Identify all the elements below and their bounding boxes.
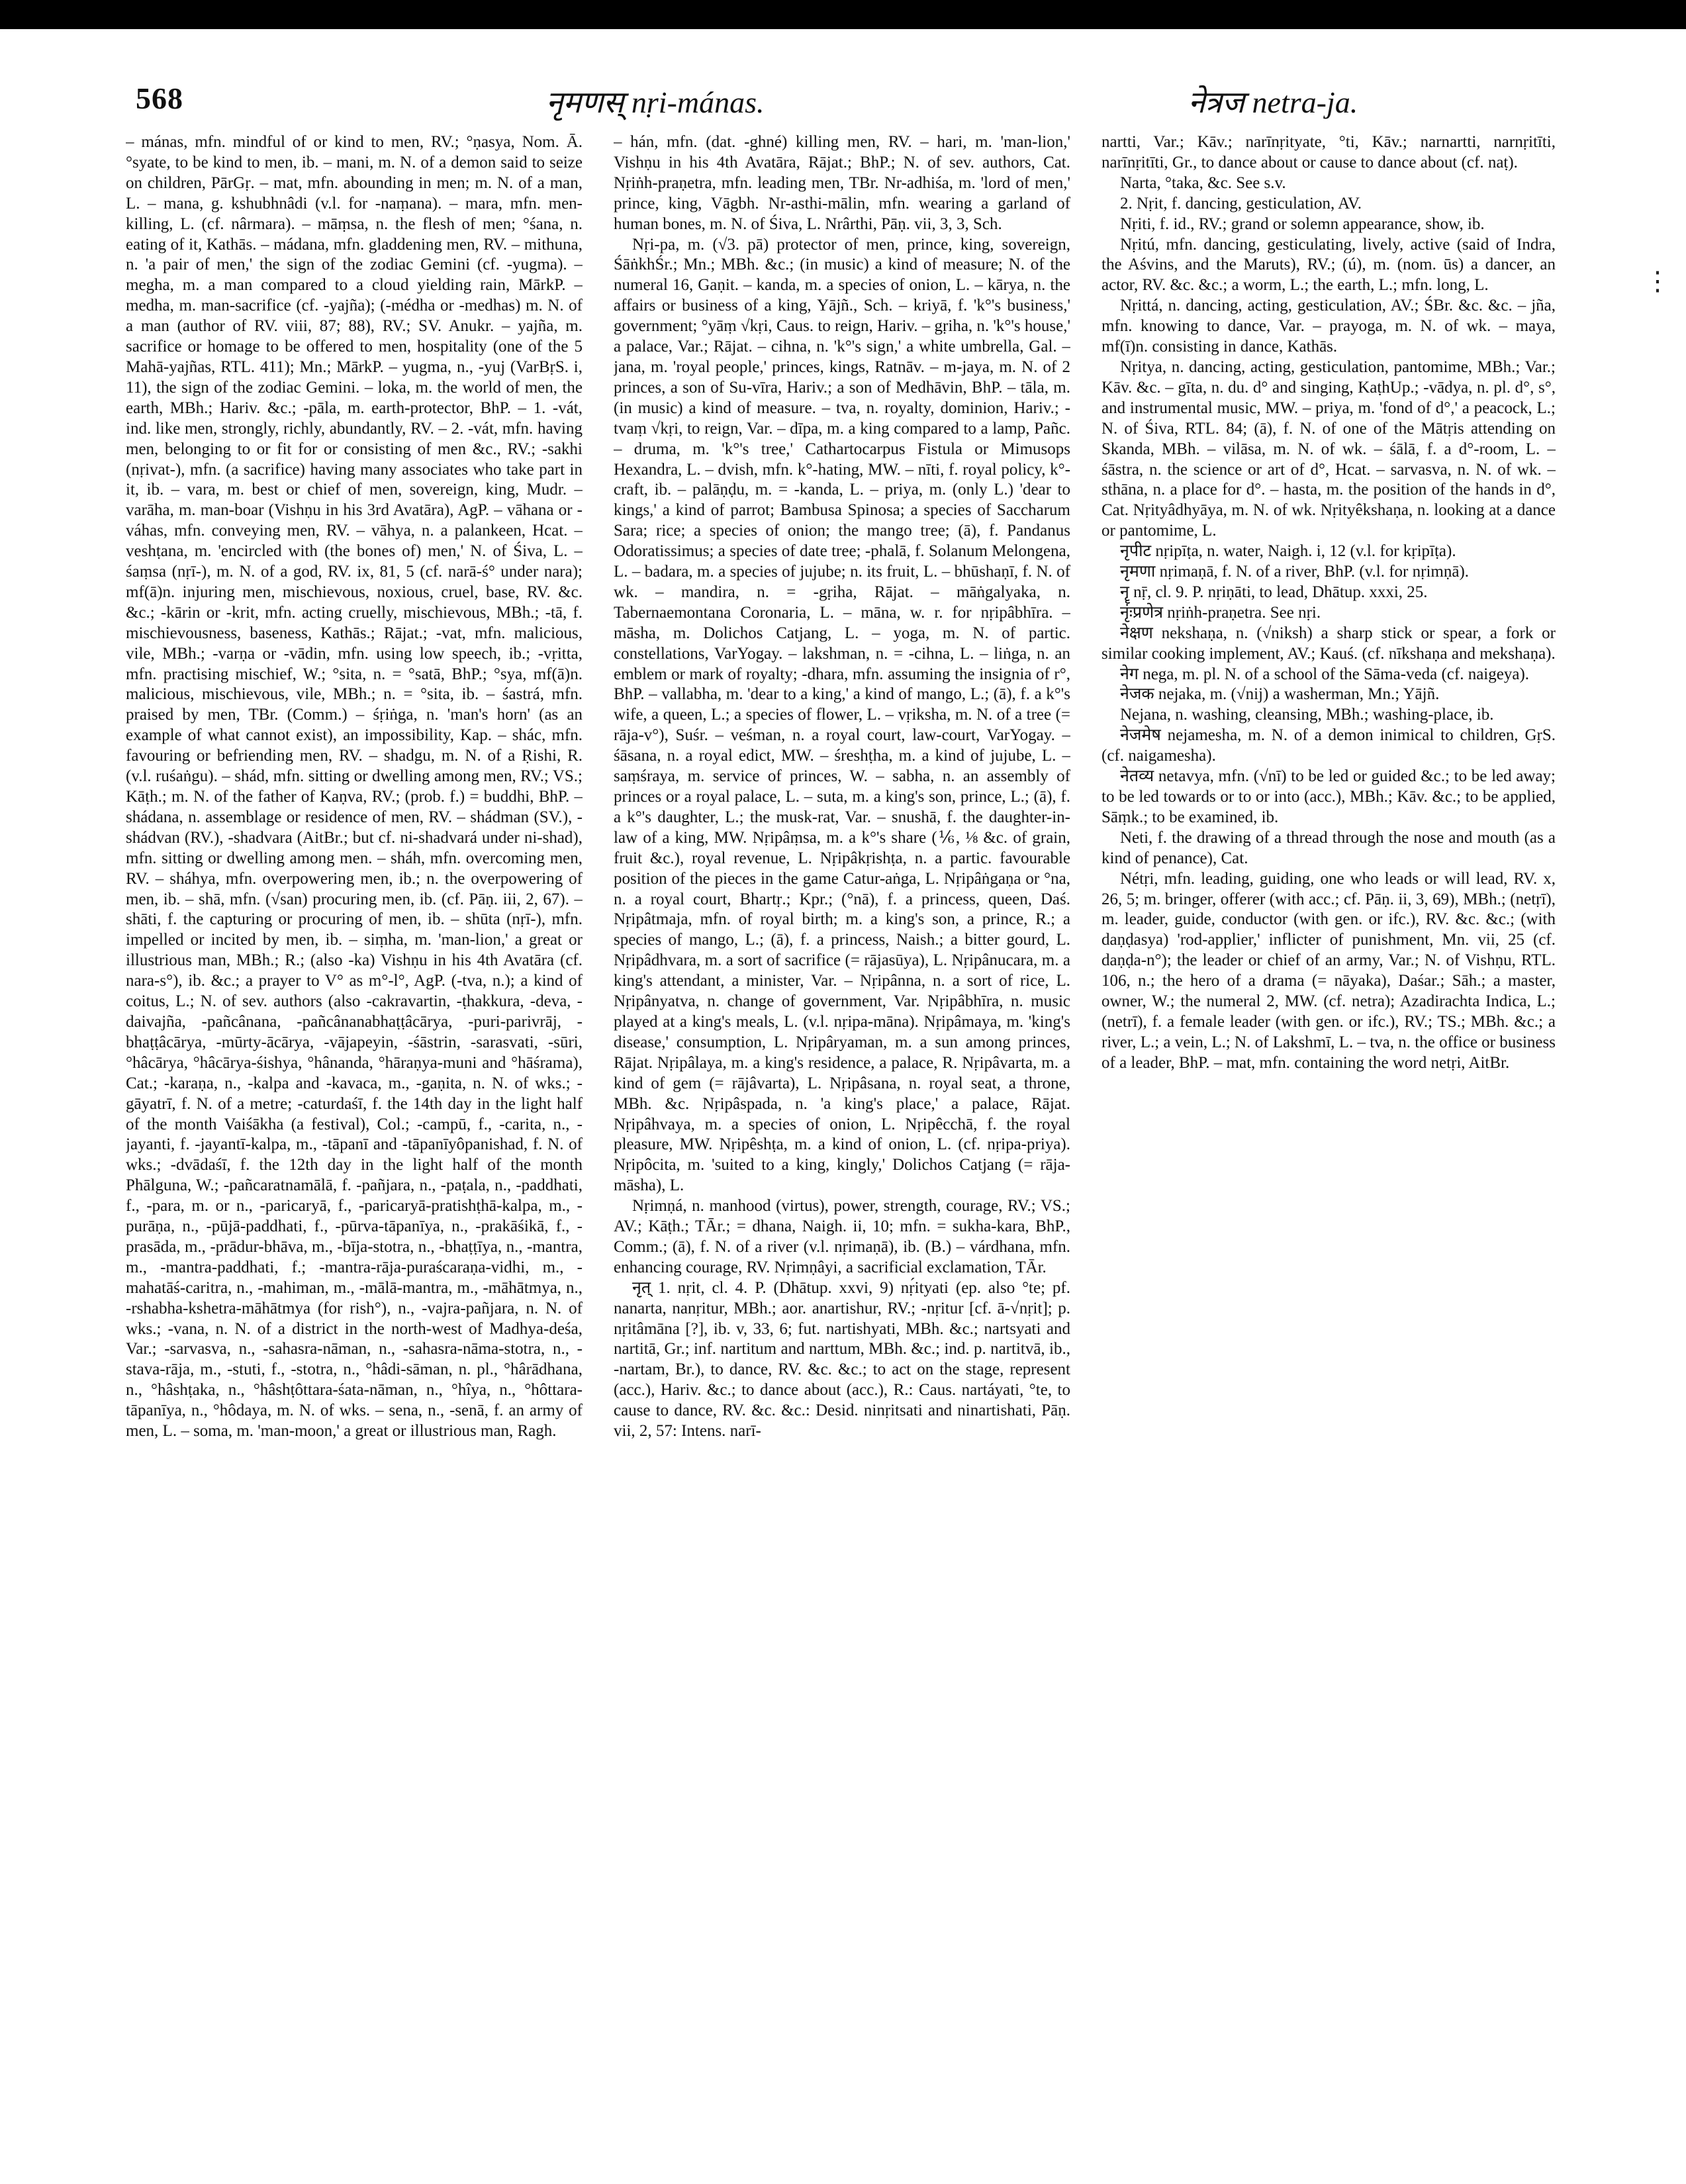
column-1 [126,132,583,2158]
margin-mark-icon: ⋮ [1644,266,1671,296]
page-header [136,81,1556,120]
right-running-headword: नेत्रज netra-ja. [1188,85,1358,119]
column-3 [1101,132,1556,2158]
entry-block: Nṛittá, n. dancing, acting, gesticulation, AV.; ŚBr. &c. &c. – jña, mfn. knowing to dance, Var. – prayoga, m. N. of wk. – maya, mf(ī)n. consisting in dance, Kathās. [1101,297,1556,356]
entry-block: nartti, Var.; Kāv.; narīnṛityate, °ti, Kāv.; narnartti, narnṛitīti, narīnṛitīti, Gr., to dance about or cause to dance about (cf. naṭ). [1101,133,1556,171]
entry-block: Nṛitú, mfn. dancing, gesticulating, lively, active (said of Indra, the Aśvins, and the Maruts), RV.; (ú), m. (nom. ūs) a dancer, an actor, RV. &c. &c.; a worm, L.; the earth, L.; mfn. long, L. [1101,235,1556,295]
entry-block: Narta, °taka, &c. See s.v. [1120,173,1286,192]
entry-block: नेग nega, m. pl. N. of a school of the Sāma-veda (cf. naigeya). [1120,665,1530,683]
entry-block: Nṛitya, n. dancing, acting, gesticulation, pantomime, MBh.; Var.; Kāv. &c. – gīta, n. du. d° and singing, KaṭhUp.; -vādya, n. pl. d°, s°, and instrumental music, MW. – priya, m. 'fond of d°,' a peacock, L.; N. of Śiva, RTL. 84; (ā), f. N. of one of the Mātṛis attending on Skanda, MBh. – vilāsa, m. N. of wk. – śālā, f. a d°-room, L. – śāstra, n. the science or art of d°, Hcat. – sarvasva, n. N. of wk. – sthāna, n. a place for d°. – hasta, m. the position of the hands in d°, Cat. Nṛityâdhyāya, m. N. of wk. Nṛityêkshaṇa, n. looking at a dance or pantomime, L. [1101,357,1556,540]
entry-block: Nétṛi, mfn. leading, guiding, one who leads or will lead, RV. x, 26, 5; m. bringer, offerer (with acc.; cf. Pāṇ. ii, 3, 69), MBh.; (netṛī), m. leader, guide, conductor (with gen. or ifc.), RV. &c. &c.; (with daṇḍasya) 'rod-applier,' inflicter of punishment, Mn. vii, 25 (cf. daṇḍa-n°); the leader or chief of an army, Var.; N. of Vishṇu, RTL. 106, n.; the hero of a drama (= nāyaka), Daśar.; Sāh.; a master, owner, W.; the numeral 2, MW. (cf. netra); Azadirachta Indica, L.; (netrī), f. a female leader (with gen. or ifc.), RV.; TS.; MBh. &c.; a river, L.; a vein, L.; N. of Lakshmī, L. – tva, n. the office or business of a leader, BhP. – mat, mfn. containing the word netṛi, AitBr. [1101,869,1556,1072]
entry-block: Nṛiti, f. id., RV.; grand or solemn appearance, show, ib. [1120,214,1485,233]
entry-block: Nṛi-pa, m. (√3. pā) protector of men, prince, king, sovereign, ŚāṅkhŚr.; Mn.; MBh. &c.; (in music) a kind of measure; N. of the numeral 16, Gaṇit. – kanda, m. a species of onion, L. – kārya, n. the affairs or business of a king, Yājñ., Sch. – kriyā, f. 'k°'s business,' government; °yāṃ √kṛi, Caus. to reign, Hariv. – gṛiha, n. 'k°'s house,' a palace, Var.; Rājat. – cihna, n. 'k°'s sign,' a white umbrella, Gal. – jana, m. 'royal people,' princes, kings, Ratnāv. – m-jaya, m. N. of 2 princes, a son of Su-vīra, Hariv.; a son of Medhāvin, BhP. – tāla, m. (in music) a kind of measure. – tva, n. royalty, dominion, Hariv.; -tvaṃ √kṛi, to reign, Var. – dīpa, m. a king compared to a lamp, Pañc. – druma, m. 'k°'s tree,' Cathartocarpus Fistula or Mimusops Hexandra, L. – dvish, mfn. k°-hating, MW. – nīti, f. royal policy, k°-craft, ib. – palāṇḍu, m. = -kanda, L. – priya, m. (only L.) 'dear to kings,' a kind of parrot; Bambusa Spinosa; a species of Saccharum Sara; rice; a species of onion; the mango tree; (ā), f. Pandanus Odoratissimus; a species of date tree; -phalā, f. Solanum Melongena, L. – badara, m. a species of jujube; n. its fruit, L. – bhūshaṇī, f. N. of wk. – mandira, n. = -gṛiha, Rājat. – māṅgalyaka, n. Tabernaemontana Coronaria, L. – māna, w. r. for nṛipâbhīra. – māsha, m. Dolichos Catjang, L. – yoga, m. N. of partic. constellations, VarYogay. – lakshman, n. = -cihna, L. – liṅga, n. an emblem or mark of royalty; -dhara, mfn. assuming the insignia of r°, BhP. – vallabha, m. 'dear to a king,' a kind of mango, L.; (ā), f. a k°'s wife, a queen, L.; a species of flower, L. – vṛiksha, m. N. of a tree (= rāja-v°), Suśr. – veśman, n. a royal court, law-court, VarYogay. – śāsana, n. a royal edict, MW. – śreshṭha, m. a kind of jujube, L. – saṃśraya, m. service of princes, W. – sabha, n. an assembly of princes or a royal palace, L. – suta, m. a king's son, prince, L.; (ā), f. a k°'s daughter, L.; the musk-rat, Var. – snushā, f. the daughter-in-law of a king, MW. Nṛipâṃsa, m. a k°'s share (⅙, ⅛ &c. of grain, fruit &c.), royal revenue, L. Nṛipâkṛishṭa, n. a partic. favourable position of the pieces in the game Catur-aṅga, L. Nṛipâṅgaṇa or °na, n. a royal court, Bhartṛ.; Kpr.; (°nā), f. a princess, queen, Daś. Nṛipâtmaja, mfn. of royal birth; m. a king's son, a prince, R.; a species of mango, L.; (ā), f. a princess, Naish.; a bitter gourd, L. Nṛipâdhvara, m. a sort of sacrifice (= rājasūya), L. Nṛipânucara, m. a king's attendant, a minister, Var. – Nṛipânna, n. a sort of rice, L. Nṛipânyatva, n. change of government, Var. Nṛipâbhīra, n. music played at a king's meals, L. (v.l. nṛipa-māna). Nṛipâmaya, m. 'king's disease,' consumption, L. Nṛipâryaman, m. a sun among princes, Rājat. Nṛipâlaya, m. a king's residence, a palace, R. Nṛipâvarta, m. a kind of gem (= rājâvarta), L. Nṛipâsana, n. royal seat, a throne, MBh. &c. Nṛipâspada, n. 'a king's place,' a palace, Rājat. Nṛipâhvaya, m. a species of onion, L. Nṛipêcchā, f. the royal pleasure, MW. Nṛipêshṭa, m. a kind of onion, L. (cf. nṛipa-priya). Nṛipôcita, m. 'suited to a king, kingly,' Dolichos Catjang (= rāja-māsha), L. [614,235,1070,1195]
entry-block: नृमणा nṛimaṇā, f. N. of a river, BhP. (v.l. for nṛimṇā). [1120,563,1470,581]
scan-top-border [0,0,1686,29]
entry-block: नेजमेष nejamesha, m. N. of a demon inimical to children, GṛS. (cf. naigamesha). [1101,726,1556,765]
entry-block: नृपीट nṛipīṭa, n. water, Naigh. i, 12 (v.l. for kṛipīṭa). [1120,542,1456,561]
entry-block: 2. Nṛit, f. dancing, gesticulation, AV. [1120,194,1362,213]
entry-block: – mánas, mfn. mindful of or kind to men, RV.; °ṇasya, Nom. Ā. °syate, to be kind to men, ib. – mani, m. N. of a demon said to seize on children, PārGṛ. – mat, mfn. abounding in men; m. N. of a man, L. – mana, g. kshubhnâdi (v.l. for -naṃana). – mara, mfn. men-killing, L. (cf. nârmara). – māṃsa, n. the flesh of men; °śana, n. eating of it, Kathās. – mádana, mfn. gladdening men, RV. – mithuna, n. 'a pair of men,' the sign of the zodiac Gemini (cf. -yugma). – megha, m. a man compared to a cloud yielding rain, MārkP. – medha, m. man-sacrifice (cf. -yajña); (-médha or -medhas) m. N. of a man (author of RV. viii, 87; 88), RV.; SV. Anukr. – yajña, m. sacrifice or homage to be offered to men, hospitality (one of the 5 Mahā-yajñas, RTL. 411); Mn.; MārkP. – yugma, n., -yuj (VarBṛS. i, 11), the sign of the zodiac Gemini. – loka, m. the world of men, the earth, MBh.; Hariv. &c.; -pāla, m. earth-protector, BhP. – 1. -vát, ind. like men, strongly, richly, abundantly, RV. – 2. -vát, mfn. having men, belonging to or fit for or consisting of men &c., RV.; -sakhi (nṛivat-), mfn. (a sacrifice) having many associates who take part in it, ib. – vara, m. best or chief of men, sovereign, king, Mudr. – varāha, m. man-boar (Vishṇu in his 3rd Avatāra), AgP. – vāhana or -váhas, mfn. conveying men, RV. – vāhya, n. a palankeen, Hcat. – veshṭana, m. 'encircled with (the bones of) men,' N. of Śiva, L. – śaṃsa (nṛī-), m. N. of a god, RV. ix, 81, 5 (cf. narā-ś° under nara); mf(ā)n. injuring men, mischievous, noxious, cruel, base, RV. &c. &c.; -kārin or -krit, mfn. acting cruelly, mischievous, MBh.; -tā, f. mischievousness, baseness, Kathās.; Rājat.; -vat, mfn. malicious, vile, MBh.; -varṇa or -vādin, mfn. using low speech, ib.; -vṛitta, mfn. practising mischief, W.; °sita, n. = °satā, BhP.; °sya, mf(ā)n. malicious, mischievous, vile, MBh.; n. = °sita, ib. – śastrá, mfn. praised by men, TBr. (Comm.) – śṛiṅga, n. 'man's horn' (as an example of what cannot exist), an impossibility, Kap. – shác, mfn. favouring or befriending men, RV. – shadgu, m. N. of a Ṛishi, R. (v.l. ruśaṅgu). – shád, mfn. sitting or dwelling among men, RV.; VS.; Kāṭh.; m. N. of the father of Kaṇva, RV.; (prob. f.) = buddhi, BhP. – shádana, n. assemblage or residence of men, RV. – shádman (SV.), -shádvan (RV.), -shadvara (AitBr.; but cf. ni-shadvará under ni-shad), mfn. sitting or dwelling among men. – sháh, mfn. overcoming men, RV. – sháhya, mfn. overpowering men, ib.; n. the overpowering of men, ib. – shā, mfn. (√san) procuring men, ib. (cf. Pāṇ. iii, 2, 67). – shāti, f. the capturing or procuring of men, ib. – shūta (nṛī-), mfn. impelled or incited by men, ib. – siṃha, m. 'man-lion,' a great or illustrious man, MBh.; R.; (also -ka) Vishṇu in his 4th Avatāra (cf. nara-s°), ib. &c.; a prayer to V° as m°-l°, AgP. (-tva, n.); a kind of coitus, L.; N. of sev. authors (also -cakravartin, -ṭhakkura, -deva, -daivajña, -pañcânana, -pañcânanabhaṭṭâcārya, -puri-parivrāj, -bhaṭṭâcārya, -mūrty-ācārya, -vājapeyin, -śāstrin, -sarasvati, -sūri, °hâcārya, °hâcārya-śishya, °hânanda, °hāraṇya-muni and °hāśrama), Cat.; -karaṇa, n., -kalpa and -kavaca, m., -gaṇita, n. N. of wks.; -gāyatrī, f. N. of a metre; -caturdaśī, f. the 14th day in the light half of the month Vaiśākha (a festival), Col.; -campū, f., -carita, n., -jayanti, f. -jayantī-kalpa, m., -tāpanī and -tāpanīyôpanishad, f. N. of wks.; -dvādaśī, f. the 12th day in the light half of the month Phālguna, W.; -pañcaratnamālā, f. -pañjara, n., -paṭala, n., -paddhati, f., -para, m. or n., -paricaryā, f., -paricaryā-pratishṭhā-kalpa, m., -purāṇa, n., -pūjā-paddhati, f., -pūrva-tāpanīya, n., -prakāśikā, f., -prasāda, m., -prādur-bhāva, m., -bīja-stotra, n., -bhaṭṭīya, n., -mantra, m., -mantra-paddhati, f.; -mantra-rāja-puraścaraṇa-vidhi, m., -mahatāś-caritra, n., -mahiman, m., -mālā-mantra, m., -māhātmya, n., -rshabha-kshetra-māhātmya (for rish°), n., -vajra-pañjara, n. N. of wks.; -vana, n. N. of a district in the north-west of Madhya-deśa, Var.; -sarvasva, n., -sahasra-nāman, n., -sahasra-nāma-stotra, n., -stava-rāja, m., -stuti, f., -stotra, n., °hâdi-sāman, n. pl., °hârādhana, n., °hâshṭaka, n., °hâshṭôttara-śata-nāman, n., °hîya, n., °hôttara-tāpanīya, n., °hôdaya, m. N. of wks. – sena, n., -senā, f. an army of men, L. – soma, m. 'man-moon,' a great or illustrious man, Ragh. [126,133,583,1441]
entry-block: नेतव्य netavya, mfn. (√nī) to be led or guided &c.; to be led away; to be led towards or to or into (acc.), MBh.; Kāv. &c.; to be applied, Sāṃk.; to be examined, ib. [1101,767,1556,826]
entry-block: Nṛimṇá, n. manhood (virtus), power, strength, courage, RV.; VS.; AV.; Kāṭh.; TĀr.; = dhana, Naigh. ii, 10; mfn. = sukha-kara, BhP., Comm.; (ā), f. N. of a river (v.l. nṛimaṇā), ib. (B.) – várdhana, mfn. enhancing courage, RV. Nṛimṇâyi, a sacrificial exclamation, TĀr. [614,1197,1070,1276]
entry-block: नृत् 1. nṛit, cl. 4. P. (Dhātup. xxvi, 9) nṛ́ityati (ep. also °te; pf. nanarta, nanṛitur, MBh.; aor. anartishur, RV.; -nṛitur [cf. ā-√nṛit]; p. nṛitâmāna [?], ib. v, 33, 6; fut. nartishyati, MBh. &c.; nartsyati and nartitā, Gr.; inf. nartitum and narttum, MBh. &c.; ind. p. nartitvā, ib., -nartam, Br.), to dance, RV. &c. &c.; to act on the stage, represent (acc.), Hariv. &c.; to dance about (acc.), R.: Caus. nartáyati, °te, to cause to dance, RV. &c. &c.: Desid. ninṛitsati and ninartishati, Pāṇ. vii, 2, 57: Intens. narī- [614,1278,1070,1441]
entry-block: Neti, f. the drawing of a thread through the nose and mouth (as a kind of penance), Cat. [1101,828,1556,867]
page-number: 568 [136,81,183,115]
entry-block: नॄ nṝ, cl. 9. P. nṛiṇāti, to lead, Dhātup. xxxi, 25. [1120,583,1428,601]
entry-block: नृंःप्रणेत्र nṛiṅh-praṇetra. See nṛi. [1120,603,1321,622]
column-2 [614,132,1070,2158]
entry-block: – hán, mfn. (dat. -ghné) killing men, RV. – hari, m. 'man-lion,' Vishṇu in his 4th Avatāra, Rājat.; BhP.; N. of sev. authors, Cat. Nṛiṅh-praṇetra, mfn. leading men, TBr. Nr-adhiśa, m. 'lord of men,' prince, king, Vāgbh. Nr-asthi-mālin, mfn. wearing a garland of human bones, m. N. of Śiva, L. Nrârthi, Pāṇ. vii, 3, 3, Sch. [614,133,1070,233]
dictionary-columns [126,132,1556,2158]
entry-block: Nejana, n. washing, cleansing, MBh.; washing-place, ib. [1120,706,1494,724]
entry-block: नेक्षण nekshaṇa, n. (√niksh) a sharp stick or spear, a fork or similar cooking implement, AV.; Kauś. (cf. nīkshaṇa and mekshaṇa). [1101,624,1556,663]
left-running-headword: नृमणस् nṛi-mánas. [546,85,765,119]
entry-block: नेजक nejaka, m. (√nij) a washerman, Mn.; Yājñ. [1120,685,1440,704]
